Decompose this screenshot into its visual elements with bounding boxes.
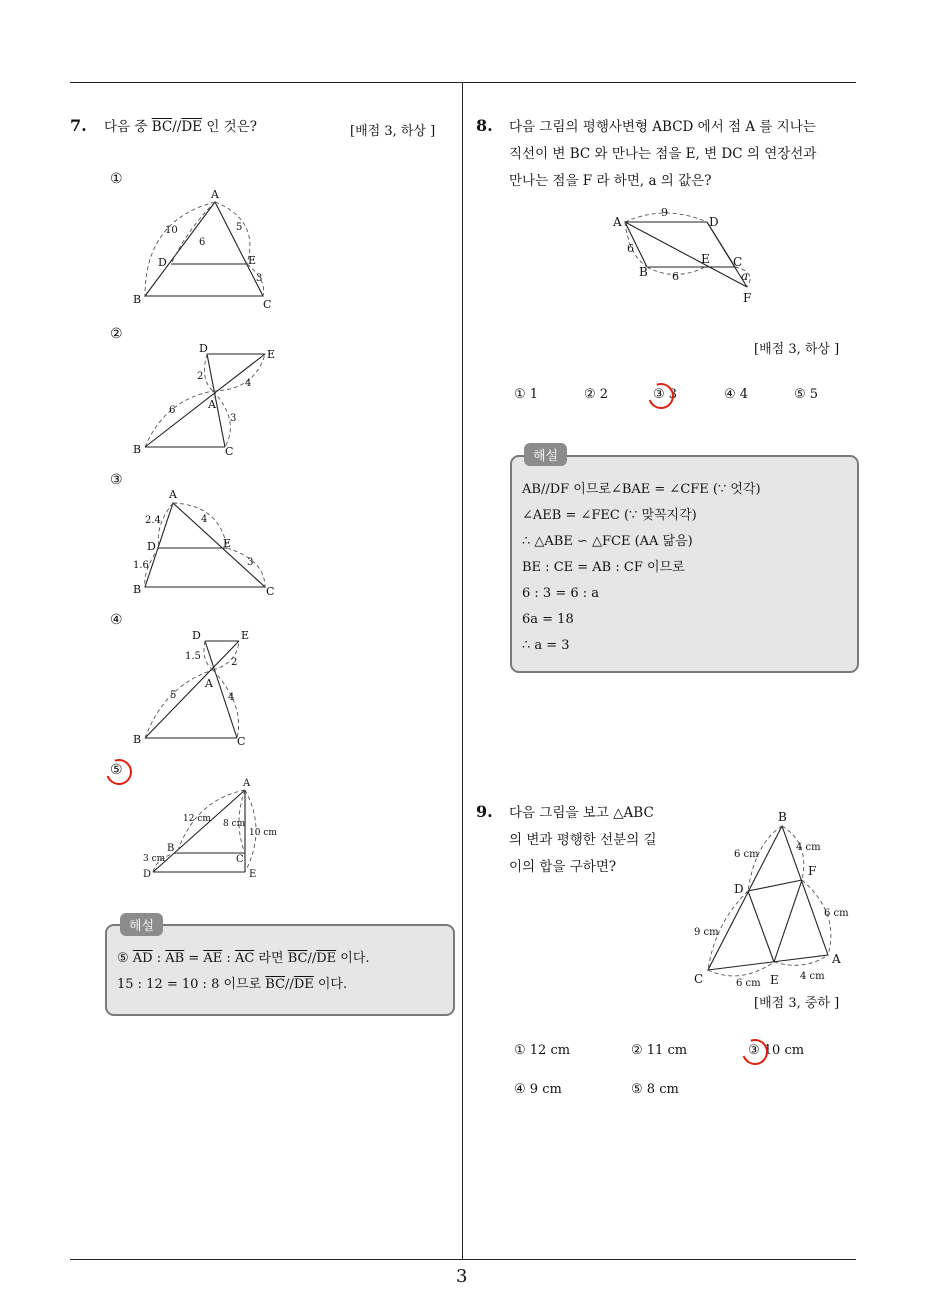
q8-label-6a: 6 — [627, 242, 634, 255]
q7-sol-circle: ⑤ — [117, 951, 129, 966]
fig3-label-d: D — [147, 540, 156, 553]
q9-label-b: B — [778, 810, 787, 824]
fig5-ad-line — [153, 790, 245, 872]
q9-label-6b: 6 cm — [824, 908, 849, 919]
q7-option-2[interactable]: ② — [110, 326, 123, 342]
q9-line-1: 다음 그림을 보고 △ABC — [509, 805, 654, 821]
fig2-label-d: D — [199, 342, 208, 355]
q7-sol-ad: $\overline{AD}$ — [132, 951, 153, 966]
q8-sol-line-7: ∴ a = 3 — [522, 638, 570, 653]
q9-choice-2[interactable]: ② 11 cm — [631, 1043, 688, 1058]
fig5-label-e: E — [249, 869, 257, 880]
fig1-label-6: 6 — [199, 237, 206, 248]
q8-solution-tag: 해설 — [524, 443, 567, 466]
fig5-label-a: A — [243, 778, 251, 789]
q8-sol-line-4: BE : CE = AB : CF 이므로 — [522, 560, 685, 575]
q8-choice-1[interactable]: ① 1 — [514, 387, 539, 402]
q9-label-f: F — [808, 864, 817, 878]
fig4-label-e: E — [241, 629, 250, 642]
fig3-label-a: A — [169, 488, 177, 501]
q7-sol-ab: $\overline{AB}$ — [165, 951, 185, 966]
fig3-label-4: 4 — [201, 514, 208, 525]
fig5-label-c: C — [236, 854, 244, 865]
q9-df — [748, 880, 802, 891]
q7-sol2-de: $\overline{DE}$ — [293, 977, 314, 992]
q9-question — [509, 800, 657, 881]
q9-label-9: 9 cm — [694, 927, 719, 938]
fig5-label-3: 3 cm — [143, 854, 166, 864]
fig3-label-3: 3 — [247, 557, 254, 568]
q8-line-3: 만나는 점을 F 라 하면, a 의 값은? — [509, 173, 712, 189]
fig5-label-d: D — [143, 869, 152, 880]
q8-sol-line-5: 6 : 3 = 6 : a — [522, 586, 600, 601]
q8-sol-line-2: ∠AEB = ∠FEC (∵ 맞꼭지각) — [522, 508, 697, 523]
fig3-label-e: E — [223, 537, 232, 550]
q7-sol-de: $\overline{DE}$ — [316, 951, 337, 966]
fig4-label-b: B — [133, 733, 142, 746]
q7-sol-line2-pre: 15 : 12 = 10 : 8 이므로 — [117, 977, 262, 992]
q8-label-b: B — [639, 265, 648, 279]
q7-solution-tag: 해설 — [120, 913, 163, 936]
q8-label-a: A — [613, 215, 622, 229]
q8-choice-4[interactable]: ④ 4 — [724, 387, 749, 402]
fig2-arc-2 — [205, 354, 213, 391]
q7-sep: // — [172, 119, 182, 135]
bottom-rule — [70, 1259, 856, 1260]
q7-sol-ac: $\overline{AC}$ — [234, 951, 255, 966]
q7-option-3[interactable]: ③ — [110, 472, 123, 488]
q7-solution-box — [105, 924, 455, 1016]
fig3-label-16: 1.6 — [133, 560, 149, 571]
q8-choice-2[interactable]: ② 2 — [584, 387, 609, 402]
fig4-label-a: A — [205, 677, 213, 690]
q9-number: 9. — [476, 802, 493, 821]
q7-option-5[interactable]: ⑤ — [110, 762, 123, 778]
q8-label-a-var: a — [741, 269, 749, 283]
q8-sol-line-3: ∴ △ABE ∽ △FCE (AA 닮음) — [522, 534, 693, 549]
fig2-label-6: 6 — [169, 405, 176, 416]
q7-bc: $\overline{BC}$ — [151, 119, 173, 135]
q7-sol-bc: $\overline{BC}$ — [287, 951, 308, 966]
fig1-label-10: 10 — [165, 225, 178, 236]
fig2-label-b: B — [133, 443, 142, 456]
column-divider — [462, 82, 463, 1260]
q9-choice-5[interactable]: ⑤ 8 cm — [631, 1082, 679, 1097]
fig1-label-a: A — [211, 188, 219, 201]
q7-option-4[interactable]: ④ — [110, 612, 123, 628]
q9-fe — [774, 880, 802, 962]
q8-question — [509, 114, 816, 195]
q7-sol2-sep: // — [285, 977, 294, 992]
q8-sol-line-1: AB//DF 이므로∠BAE = ∠CFE (∵ 엇각) — [522, 482, 761, 497]
q8-line-2: 직선이 변 BC 와 만나는 점을 E, 변 DC 의 연장선과 — [509, 146, 817, 162]
q7-figure-2 — [125, 340, 285, 460]
q9-label-4b: 4 cm — [800, 971, 825, 982]
q8-label-f: F — [743, 291, 752, 305]
fig1-label-e: E — [248, 254, 257, 267]
q8-sol-line-6: 6a = 18 — [522, 612, 574, 627]
q8-meta: [배점 3, 하상 ] — [754, 342, 840, 357]
q7-solution-line-1: ⑤ $\overline{AD}$ : $\overline{AB} = \overline{AE}$ : $\overline{AC}$ 라면 $\overline{BC}//\overline{DE}$ 이다. — [117, 951, 370, 966]
fig4-label-5: 5 — [170, 690, 177, 701]
q8-choice-5[interactable]: ⑤ 5 — [794, 387, 819, 402]
fig2-label-e: E — [267, 348, 276, 361]
q7-question — [104, 114, 257, 141]
fig4-label-4: 4 — [228, 692, 235, 703]
fig3-label-b: B — [133, 583, 142, 596]
q9-choice-3[interactable]: ③ 10 cm — [748, 1043, 805, 1058]
q9-line-2: 의 변과 평행한 선분의 길 — [509, 832, 657, 848]
fig4-label-15: 1.5 — [185, 651, 201, 662]
fig2-label-3: 3 — [230, 413, 237, 424]
fig5-label-12: 12 cm — [183, 814, 211, 824]
fig2-label-4: 4 — [245, 378, 252, 389]
q8-label-e: E — [701, 252, 710, 266]
q9-figure — [690, 803, 860, 993]
fig4-label-2: 2 — [231, 657, 238, 668]
q7-sol2-bc: $\overline{BC}$ — [265, 977, 286, 992]
q9-label-d: D — [734, 882, 744, 896]
q8-label-9: 9 — [661, 206, 668, 219]
q8-number: 8. — [476, 116, 493, 135]
q9-label-a: A — [832, 952, 841, 966]
q8-figure — [605, 200, 775, 310]
fig5-label-8: 8 cm — [223, 819, 246, 829]
fig1-label-d: D — [158, 256, 167, 269]
q9-label-e: E — [770, 973, 779, 987]
fig4-arc-15 — [204, 641, 213, 670]
q7-de: $\overline{DE}$ — [181, 119, 203, 135]
page-number: 3 — [456, 1266, 468, 1287]
q9-label-6c: 6 cm — [736, 978, 761, 989]
q8-solution-box — [510, 455, 859, 673]
fig3-label-c: C — [266, 585, 275, 598]
q7-answer-mark — [102, 755, 137, 790]
q9-label-4a: 4 cm — [796, 842, 821, 853]
q7-solution-line-2 — [117, 972, 347, 998]
fig1-triangle — [145, 202, 263, 296]
fig3-label-24: 2.4 — [145, 515, 161, 526]
q7-figure-3 — [125, 485, 285, 600]
q7-number: 7. — [70, 116, 87, 135]
q7-figure-5 — [135, 775, 285, 885]
fig1-label-c: C — [263, 298, 272, 311]
q9-meta: [배점 3, 중하 ] — [754, 996, 840, 1011]
q9-choice-1[interactable]: ① 12 cm — [514, 1043, 571, 1058]
fig2-label-2: 2 — [197, 371, 204, 382]
q7-figure-4 — [125, 625, 285, 750]
fig4-label-c: C — [237, 735, 246, 748]
q9-line-3: 이의 합을 구하면? — [509, 859, 617, 875]
fig5-label-b: B — [167, 843, 175, 854]
q9-answer-mark — [738, 1035, 773, 1070]
q7-text-pre: 다음 중 — [104, 119, 148, 135]
q7-figure-1 — [125, 180, 285, 315]
q7-sol-sep: // — [307, 951, 317, 966]
top-rule — [70, 82, 856, 83]
fig1-label-b: B — [133, 293, 142, 306]
q9-label-6a: 6 cm — [734, 849, 759, 860]
q7-sol-mid: 라면 — [258, 951, 284, 966]
q7-sol-post: 이다. — [340, 951, 370, 966]
fig5-label-10: 10 cm — [249, 828, 277, 838]
q8-label-6b: 6 — [672, 270, 679, 283]
q7-sol-line2-post: 이다. — [317, 977, 348, 992]
q8-label-d: D — [709, 215, 719, 229]
q7-option-1[interactable]: ① — [110, 171, 123, 187]
q9-de — [748, 891, 774, 962]
fig2-label-c: C — [225, 445, 234, 458]
q8-line-1: 다음 그림의 평행사변형 ABCD 에서 점 A 를 지나는 — [509, 119, 816, 135]
q8-choice-3[interactable]: ③ 3 — [653, 387, 678, 402]
q7-sol-ae: $\overline{AE}$ — [203, 951, 223, 966]
fig1-label-3: 3 — [256, 273, 263, 284]
fig2-label-a: A — [208, 398, 216, 411]
q7-text-post: 인 것은? — [206, 119, 257, 135]
fig4-label-d: D — [192, 629, 201, 642]
fig1-label-5: 5 — [236, 222, 243, 233]
q9-label-c: C — [694, 972, 704, 986]
q7-meta: [배점 3, 하상 ] — [350, 124, 436, 139]
q8-label-c: C — [733, 255, 743, 269]
q9-choice-4[interactable]: ④ 9 cm — [514, 1082, 562, 1097]
q8-answer-mark — [644, 379, 679, 414]
